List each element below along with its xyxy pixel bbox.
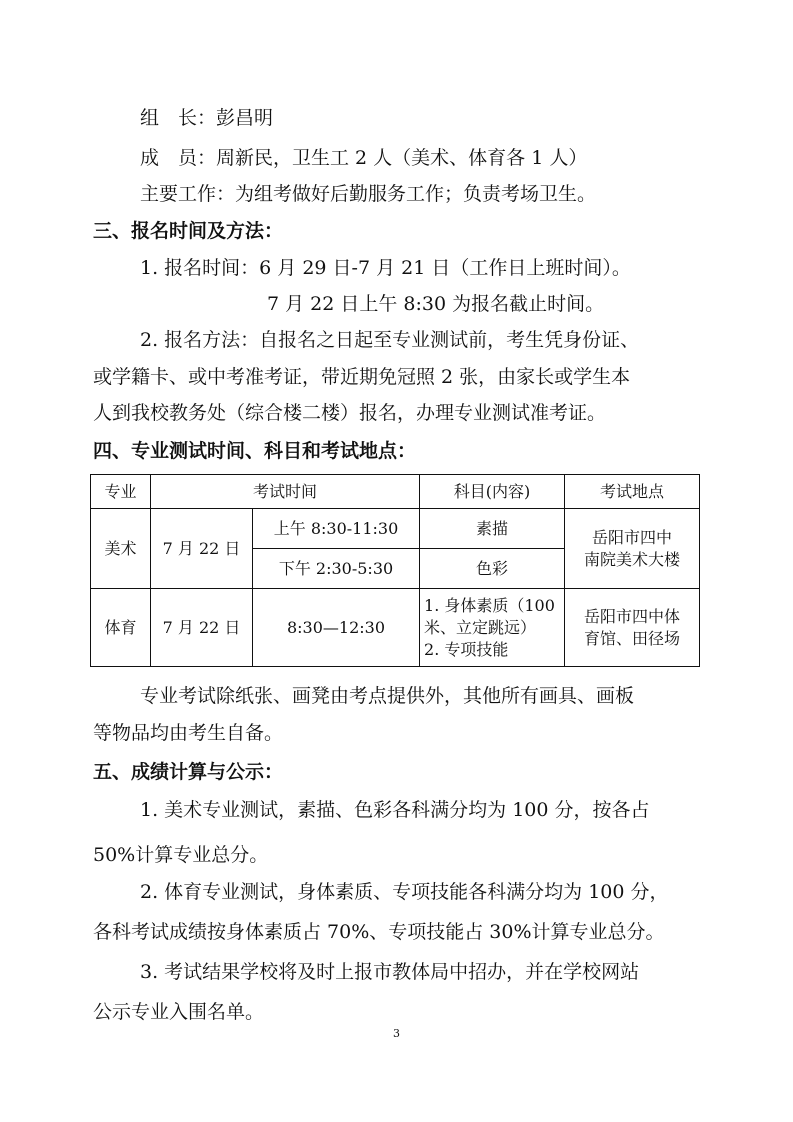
score-art-line-2: 50%计算专业总分。 bbox=[93, 844, 269, 866]
pe-subject-line-3: 2. 专项技能 bbox=[424, 639, 509, 659]
header-location: 考试地点 bbox=[565, 475, 700, 509]
registration-method-line-1: 2. 报名方法：自报名之日起至专业测试前，考生凭身份证、 bbox=[140, 329, 640, 351]
header-time: 考试时间 bbox=[151, 475, 420, 509]
registration-method-line-3: 人到我校教务处（综合楼二楼）报名，办理专业测试准考证。 bbox=[93, 402, 607, 424]
table-row bbox=[91, 509, 700, 549]
registration-time-line: 1. 报名时间：6 月 29 日-7 月 21 日（工作日上班时间）。 bbox=[140, 257, 631, 279]
pe-location-line-1: 岳阳市四中体 bbox=[584, 606, 681, 626]
publication-line-1: 3. 考试结果学校将及时上报市教体局中招办，并在学校网站 bbox=[140, 961, 640, 983]
art-subject-color-cell: 色彩 bbox=[420, 549, 565, 589]
group-members-line: 成 员：周新民，卫生工 2 人（美术、体育各 1 人） bbox=[140, 147, 588, 169]
section-heading-5: 五、成绩计算与公示： bbox=[93, 761, 284, 783]
score-pe-line-2: 各科考试成绩按身体素质占 70%、专项技能占 30%计算专业总分。 bbox=[93, 921, 665, 943]
score-pe-line-1: 2. 体育专业测试，身体素质、专项技能各科满分均为 100 分， bbox=[140, 881, 669, 903]
art-subject-sketch-cell: 素描 bbox=[420, 509, 565, 549]
art-location-cell bbox=[565, 509, 700, 589]
supplies-note-line-1: 专业考试除纸张、画凳由考点提供外，其他所有画具、画板 bbox=[140, 685, 635, 707]
table-row bbox=[91, 589, 700, 667]
section-heading-4: 四、专业测试时间、科目和考试地点： bbox=[93, 440, 417, 462]
pe-time-cell: 8:30—12:30 bbox=[253, 589, 420, 667]
pe-major-cell: 体育 bbox=[91, 589, 151, 667]
registration-method-line-2: 或学籍卡、或中考准考证，带近期免冠照 2 张，由家长或学生本 bbox=[93, 366, 631, 388]
supplies-note-line-2: 等物品均由考生自备。 bbox=[93, 722, 284, 744]
header-subject: 科目(内容) bbox=[420, 475, 565, 509]
art-major-cell: 美术 bbox=[91, 509, 151, 589]
header-major: 专业 bbox=[91, 475, 151, 509]
group-leader-line: 组 长：彭昌明 bbox=[140, 107, 274, 129]
art-location-line-1: 岳阳市四中 bbox=[592, 527, 673, 547]
pe-subject-cell bbox=[420, 589, 565, 667]
score-art-line-1: 1. 美术专业测试，素描、色彩各科满分均为 100 分，按各占 bbox=[140, 799, 650, 821]
section-heading-3: 三、报名时间及方法： bbox=[93, 220, 284, 242]
pe-date-cell: 7 月 22 日 bbox=[151, 589, 253, 667]
registration-deadline-line: 7 月 22 日上午 8:30 为报名截止时间。 bbox=[267, 293, 605, 315]
pe-location-line-2: 育馆、田径场 bbox=[584, 628, 681, 648]
pe-subject-line-2: 米、立定跳远） bbox=[424, 617, 537, 637]
art-morning-time-cell: 上午 8:30-11:30 bbox=[253, 509, 420, 549]
table-header-row bbox=[91, 475, 700, 509]
main-work-line: 主要工作：为组考做好后勤服务工作；负责考场卫生。 bbox=[140, 183, 597, 205]
publication-line-2: 公示专业入围名单。 bbox=[93, 1001, 265, 1023]
pe-subject-line-1: 1. 身体素质（100 bbox=[424, 595, 555, 615]
art-location-line-2: 南院美术大楼 bbox=[584, 549, 681, 569]
art-afternoon-time-cell: 下午 2:30-5:30 bbox=[253, 549, 420, 589]
exam-schedule-table bbox=[90, 474, 700, 667]
page-number: 3 bbox=[393, 1027, 400, 1040]
pe-location-cell bbox=[565, 589, 700, 667]
art-date-cell: 7 月 22 日 bbox=[151, 509, 253, 589]
